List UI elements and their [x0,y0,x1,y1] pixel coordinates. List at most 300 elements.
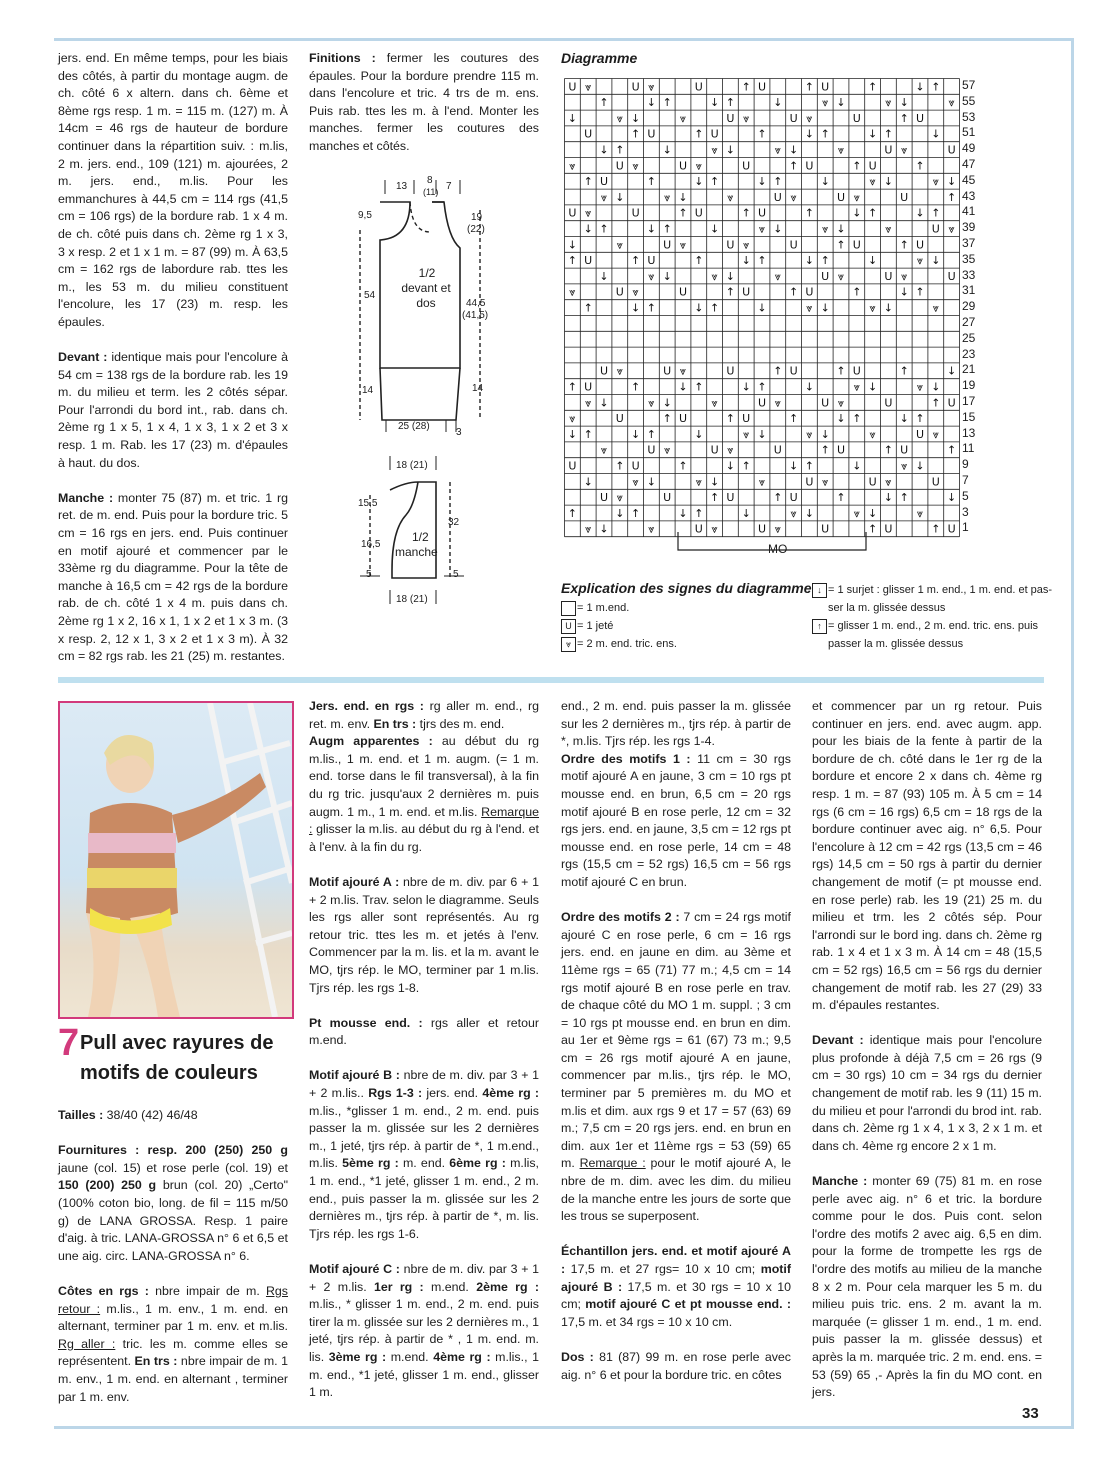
chart-symbol: ↓ [820,175,830,189]
chart-symbol: U [805,159,814,173]
chart-symbol: ⩔ [743,427,750,441]
chart-symbol: ↑ [662,222,672,236]
text-motif-c-2: m.end. [423,1279,477,1294]
chart-symbol: U [599,175,609,189]
text-tailles: 38/40 (42) 46/48 [103,1108,198,1122]
sleeve-dim-bottom: 18 (21) [396,594,428,605]
row-number: 49 [962,141,976,156]
chart-symbol: U [647,127,656,141]
text-fournitures-2: brun (col. 20) „Certo" (100% coton bio, long. de fil = 115 m/50 g) de LANA GROSSA. Resp. 1 paire d'aig. à tric. LANA-GROSSA n° 6 et 6,5 et une aig. circ. LANA-GROSSA n° 6. [58,1178,288,1263]
dim-41-5: (41,5) [462,310,489,321]
chart-symbol: U [773,190,782,204]
row-number: 17 [962,394,976,408]
paragraph-devant-2 [812,1032,1042,1155]
chart-symbol: U [631,206,640,220]
chart-symbol: ⩔ [806,301,813,315]
paragraph-jersey [309,698,539,733]
chart-symbol: ↑ [630,380,641,394]
chart-symbol: ↑ [662,96,672,110]
chart-symbol: ↓ [946,364,957,378]
chart-symbol: ↓ [852,206,862,220]
chart-symbol: ⩔ [711,143,718,157]
chart-symbol: U [805,475,814,489]
chart-symbol: ⩔ [711,522,718,536]
label-echantillon: Échantillon jers. end. et motif ajouré A : [561,1244,791,1276]
chart-symbol: ↓ [741,506,751,520]
text-echantillon-3: 17,5 m. et 34 rgs = 10 x 10 cm. [561,1314,733,1329]
chart-symbol: ↓ [694,427,704,441]
chart-symbol: ⩔ [585,206,592,220]
dim-14-left: 14 [362,385,374,396]
chart-symbol: ⩔ [774,396,781,410]
chart-symbol: ↓ [678,190,688,204]
row-number: 1 [962,520,969,535]
bold-motif-c-1: 1er rg : [373,1279,424,1294]
sleeve-dim-5-left: 5 [366,569,372,580]
bold-motif-b-3: 5ème rg : [342,1156,399,1171]
text-motif-c-3: m.lis., * glisser 1 m. end., 2 m. end. puis tirer la m. glissée sur les 2 dernières m., 1 jeté, tjrs rép. à partir de * , 1 m. end. m. lis. [309,1297,539,1364]
paragraph-devant [58,349,288,472]
chart-symbol: ⩔ [695,475,702,489]
chart-symbol: ⩔ [869,301,876,315]
chart-symbol: ↑ [836,364,846,378]
row-number: 43 [962,188,976,203]
chart-symbol: ↓ [630,427,641,441]
chart-symbol: ↓ [725,143,736,157]
sleeve-dim-16-5: 16,5 [361,539,381,550]
chart-symbol: U [584,380,593,394]
text-fournitures-1: jaune (col. 15) et rose perle (col. 19) et [58,1160,288,1175]
chart-symbol: ⩔ [648,269,655,283]
chart-symbol: ↓ [662,269,672,283]
chart-symbol: ↓ [899,96,909,110]
chart-symbol: ↓ [615,190,625,204]
chart-symbol: ↑ [773,175,783,189]
chart-symbol: ⩔ [774,143,781,157]
chart-symbol: U [915,427,925,441]
chart-symbol: ↑ [630,127,641,141]
chart-symbol: U [915,238,925,252]
chart-symbol: U [663,491,672,505]
chart-symbol: ↑ [883,127,894,141]
chart-symbol: U [678,159,688,173]
chart-symbol: U [631,459,640,473]
label-jersey: Jers. end. en rgs : [309,699,424,713]
chart-symbol: U [868,475,877,489]
chart-symbol: U [742,285,751,299]
paragraph-ordre-2 [561,909,791,1226]
chart-symbol: U [726,491,735,505]
chart-symbol: U [821,80,830,94]
chart-symbol: U [789,491,798,505]
chart-symbol: ⩔ [885,96,892,110]
paragraph-dos-cont: et commencer par un rg retour. Puis continuer en jers. end. avec augm. app. pour les biais de la fente à partir de la bordure de ch. côté dans le 1er rg de la bordure et encore 2 x dans ch. 4ème rg resp. 1 m. = 87 (93) 105 m. À 5 cm = 14 rgs (6 cm = 16 rgs) 6,5 cm = 18 rgs de la bordure continuer avec aig. n° 6,5. Pour l'encolure à 12 cm = 42 rgs (13,5 cm = 46 rgs) 14,5 cm = 50 rgs à partir du dernier changement de motif (= pt mousse end. en rose perle) rab. les 19 (21) 25 m. du milieu et trm. les 2 côtés sép. Pour l'arrondi sur le bord ing. dans ch. 2ème rg rab. 1 x 4 et 1 x 3 m. À 14 cm = 48 (15,5 cm = 52 rgs) 16,5 cm = 56 rgs du dernier changement de motif rab. les 27 (29) 33 m. d'épaules restantes. [812,699,1042,1013]
dim-9-5: 9,5 [358,210,372,221]
chart-symbol: ⩔ [585,80,592,94]
empty-square-icon [561,601,576,616]
chart-symbol: ↓ [883,491,894,505]
row-number: 53 [962,109,976,124]
chart-symbol: ⩔ [837,269,845,283]
chart-symbol: ↓ [741,254,751,268]
chart-symbol: ↓ [867,506,878,520]
chart-symbol: ⩔ [616,491,623,505]
dim-3: 3 [456,427,462,438]
chart-symbol: ↑ [709,175,720,189]
bold-motif-b-1: Rgs 1-3 : [368,1086,423,1101]
paragraph-ordre-1 [561,751,791,892]
paragraph-tailles [58,1107,288,1125]
dim-22: (22) [467,224,485,235]
label-augm: Augm apparentes : [309,734,433,749]
row-number: 55 [962,93,976,108]
section-divider [58,677,1044,683]
chart-symbol: ↓ [662,143,672,157]
text-ordre-2-2: pour le motif ajouré A, le nbre de m. dim. avec les dim. du milieu de la manche entre les jours de sorte que les trous se superposent. [561,1156,791,1224]
chart-symbol: ⩔ [901,143,908,157]
row-number: 3 [962,504,969,519]
chart-symbol: ⩔ [616,364,623,378]
chart-symbol: ⩔ [932,427,939,441]
chart-symbol: ↑ [678,459,688,473]
chart-symbol: ↑ [804,206,815,220]
chart-symbol: U [789,111,798,125]
chart-symbol: U [931,475,940,489]
chart-symbol: ↑ [709,301,720,315]
chart-symbol: U [710,443,719,457]
chart-symbol: U [615,412,624,426]
chart-symbol: ⩔ [916,254,924,268]
chart-symbol: ↑ [899,364,909,378]
pattern-title-line-2: motifs de couleurs [80,1062,258,1084]
knitting-chart [564,78,961,538]
chart-symbol: U [836,190,846,204]
paragraph-dos-continued: jers. end. En même temps, pour les biais des côtés, à partir du montage augm. de ch. côté 6 x altern. dans ch. 6ème et 8ème rgs resp. 1 m. = 115 m. (127) m. À 14cm = 46 rgs de hauteur de bordure continuer dans la répartition suiv. : m.lis, 2 m. jers. end., 109 (121) m. ajourées, 2 m. jers. end., m.lis. Pour les emmanchures à 44,5 cm = 114 rgs (41,5 cm = 106 rgs) de la bordure rab. 1 x 4 m. de ch. côté puis dans ch. 2ème rg 1 x 3, 3 x resp. 2 et 1 x 1 m. = 87 (99) m. À 63,5 cm = 162 rgs de labordure rab. ttes les m., les 53 m. du milieu constituent l'encolure, les 17 (23) m. resp. les épaules. [58,51,288,329]
chart-symbol: ↓ [946,175,957,189]
dim-7: 7 [446,181,452,192]
label-mousse: Pt mousse end. : [309,1015,423,1030]
underline-remarque-2: Remarque : [579,1156,646,1171]
chart-symbol: ↑ [615,459,625,473]
chart-symbol: U [836,443,846,457]
text-motif-b-4: m. end. [398,1156,450,1171]
chart-symbol: U [931,222,940,236]
label-manche-2: Manche : [812,1174,868,1189]
chart-symbol: ↓ [899,285,909,299]
chart-symbol: U [710,127,719,141]
chart-symbol: ↑ [630,254,641,268]
chart-symbol: ⩔ [569,159,576,173]
chart-symbol: U [884,269,893,283]
chart-symbol: U [947,269,956,283]
chart-symbol: U [584,254,593,268]
row-number: 5 [962,488,969,503]
chart-symbol: ↑ [583,427,593,441]
chart-symbol: ↓ [583,475,593,489]
chart-symbol: ⩔ [727,190,734,204]
legend-item-ssk-cont: ser la m. glissée dessus [828,602,946,614]
row-number: 19 [962,378,976,393]
chart-symbol: ↓ [741,380,751,394]
chart-symbol: ↓ [599,522,609,536]
chart-symbol: ↓ [852,459,862,473]
chart-symbol: ↑ [915,159,925,173]
chart-symbol: ↑ [931,206,941,220]
chart-symbol: ⩔ [648,80,655,94]
legend-right [812,581,1052,653]
chart-symbol: ⩔ [758,475,766,489]
chart-symbol: U [757,206,767,220]
chart-symbol: ↓ [804,127,815,141]
chart-symbol: U [868,159,877,173]
chart-symbol: ↓ [599,396,609,410]
down-arrow-icon: ↓ [812,583,827,598]
chart-symbol: ↓ [709,475,720,489]
chart-symbol: ⩔ [569,412,576,426]
chart-symbol: ↑ [741,459,751,473]
chart-symbol: ↓ [867,380,878,394]
text-ordre-2-1: 7 cm = 24 rgs motif ajouré C en rose perle, 6 cm = 16 rgs jers. end. en jaune en dim. au 3ème et 11ème rgs = 65 (71) 77 m.; 4,5 cm = 14 rgs motif ajouré B en rose perle en trav. de chaque côté du MO 1 m. suppl. ; 3 cm = 10 rgs pt mousse end. en brun en dim. au 1er et 9ème rgs = 61 (67) 73 m.; 9,5 cm = 26 rgs motif ajouré A en jaune, commencer par m.lis., tjrs rép. le MO, terminer par 5 premières m. du MO et m.lis et dim. aux rgs 9 et 17 = 57 (63) 69 m.; 7,5 cm = 20 rgs jers. end. en brun en dim. aux 1er et 11ème rgs = 53 (59) 65 m. [561,910,791,1171]
chart-symbol: ⩔ [679,238,687,252]
chart-symbol: ↑ [899,238,909,252]
chart-symbol: ↑ [836,238,846,252]
chart-symbol: ↓ [599,269,609,283]
chart-symbol: U [694,80,703,94]
row-number: 15 [962,409,976,424]
chart-symbol: ↑ [741,206,751,220]
chart-symbol: ↑ [646,175,657,189]
chart-symbol: ↑ [931,396,941,410]
chart-symbol: ↓ [678,380,688,394]
legend-item-k2tog: ⩔ = 2 m. end. tric. ens. [561,635,677,653]
chart-symbol: ⩔ [711,269,718,283]
chart-symbol: ↑ [630,506,641,520]
chart-symbol: U [947,396,956,410]
chart-symbol: ↓ [567,111,578,125]
chart-symbol: ↓ [646,222,657,236]
text-column-2 [309,50,539,173]
paragraph-echantillon [561,1243,791,1331]
chart-symbol: ↓ [883,301,894,315]
chart-symbol: ↑ [694,380,704,394]
chart-symbol: ↓ [931,127,941,141]
chart-symbol: ⩔ [916,380,924,394]
label-dos: Dos : [561,1349,594,1364]
text-jersey-1: rg aller m. end., rg ret. m. env. [309,699,539,731]
pattern-title-line-1: Pull avec rayures de [80,1032,274,1054]
dim-13: 13 [396,181,408,192]
label-motif-a: Motif ajouré A : [309,874,400,889]
chart-symbol: ⩔ [806,427,813,441]
paragraph-augm [309,733,539,856]
k2tog-icon: ⩔ [561,637,576,652]
pattern-title [80,1028,273,1088]
text-dos: 81 (87) 99 m. en rose perle avec aig. n° 6 et pour la bordure tric. en côtes [561,1349,791,1382]
chart-symbol: ↑ [757,127,767,141]
chart-symbol: ↑ [915,285,925,299]
chart-symbol: ⩔ [648,396,655,410]
chart-symbol: ↑ [567,506,578,520]
chart-symbol: U [789,238,798,252]
chart-symbol: ↑ [899,491,909,505]
page-frame-top [54,38,1074,41]
chart-symbol: ↓ [662,396,672,410]
chart-symbol: U [694,206,703,220]
chart-symbol: U [805,285,814,299]
chart-symbol: ⩔ [758,222,766,236]
text-column-b [309,698,539,1419]
legend-title: Explication des signes du diagramme [561,580,812,596]
dim-54: 54 [364,290,376,301]
label-tailles: Tailles : [58,1108,104,1122]
label-ordre-2: Ordre des motifs 2 : [561,910,680,925]
chart-symbol: ↑ [820,443,830,457]
legend-left [561,599,677,653]
chart-symbol: ↓ [709,96,720,110]
row-number: 27 [962,315,976,329]
chart-symbol: ↑ [804,80,815,94]
chart-symbol: ⩔ [837,396,845,410]
chart-symbol: ⩔ [679,111,687,125]
chart-symbol: ⩔ [806,111,813,125]
paragraph-manche-2 [812,1173,1042,1402]
chart-symbol: ↓ [694,301,704,315]
dim-14-right: 14 [472,383,484,394]
chart-symbol: ↑ [852,159,862,173]
paragraph-mousse [309,1015,539,1050]
label-cotes: Côtes en rgs : [58,1283,149,1298]
chart-symbol: ↑ [678,206,688,220]
chart-symbol: ⩔ [790,190,797,204]
legend-item-knit: = 1 m.end. [561,599,677,617]
chart-symbol: ↓ [725,269,736,283]
chart-symbol: ↓ [915,206,925,220]
chart-symbol: ↑ [725,96,736,110]
chart-symbol: ↑ [867,522,878,536]
chart-symbol: U [599,491,609,505]
page-frame-right [1071,38,1074,1428]
paragraph-manche [58,490,288,666]
chart-symbol: U [821,522,830,536]
chart-symbol: ↑ [867,80,878,94]
chart-symbol: U [615,159,624,173]
paragraph-cotes [58,1283,288,1406]
mo-bracket [676,532,868,552]
chart-symbol: U [900,190,909,204]
text-motif-c-5: m.lis., 1 m. end., *1 jeté, glisser 1 m. end., glisser 1 m. [309,1349,539,1400]
up-arrow-icon: ↑ [812,619,827,634]
dim-25-28: 25 (28) [398,421,430,432]
chart-symbol: ⩔ [679,364,687,378]
chart-symbol: U [821,269,830,283]
underline-rgs-retour: Rgs retour : [58,1283,289,1316]
chart-symbol: U [568,459,577,473]
chart-symbol: ⩔ [869,427,876,441]
chart-symbol: ↓ [788,143,799,157]
chart-symbol: ↑ [725,412,736,426]
chart-symbol: ↑ [867,206,878,220]
chart-symbol: ↑ [852,285,862,299]
chart-symbol: ↑ [836,491,846,505]
chart-symbol: U [947,522,956,536]
paragraph-motif-c [309,1261,539,1402]
chart-symbol: ⩔ [885,222,892,236]
paragraph-dos [561,1349,791,1384]
chart-symbol: ↓ [615,506,625,520]
row-number: 11 [962,441,975,456]
label-motif-b: Motif ajouré B : [309,1068,400,1083]
text-cotes-4: nbre impair de m. 1 m. env., 1 m. end. en alternant , terminer par 1 m. env. [58,1354,289,1404]
chart-symbol: ⩔ [948,96,955,110]
row-number: 21 [962,362,976,377]
chart-symbol: U [884,396,893,410]
chart-symbol: U [631,80,640,94]
chart-symbol: ↑ [788,285,799,299]
page-number: 33 [1022,1405,1039,1422]
chart-symbol: ⩔ [664,190,671,204]
chart-symbol: ⩔ [885,475,892,489]
chart-symbol: ↓ [804,506,815,520]
legend-item-ssk: ↓ = 1 surjet : glisser 1 m. end., 1 m. end. et pas- [812,581,1052,599]
bold-motif-c-3: 3ème rg : [328,1349,387,1364]
page-frame-bottom [54,1426,1074,1429]
chart-symbol: ⩔ [932,301,939,315]
chart-symbol: U [821,396,830,410]
text-column-a [58,1107,288,1424]
chart-symbol: U [757,80,767,94]
model-photo [58,701,294,1019]
chart-symbol: ⩔ [869,175,876,189]
sleeve-dim-15-5: 15,5 [358,498,378,509]
chart-symbol: ⩔ [616,111,623,125]
dim-8: 8 [427,175,433,186]
chart-symbol: ↑ [915,412,925,426]
chart-symbol: U [678,285,688,299]
chart-symbol: ↑ [583,175,593,189]
chart-symbol: U [726,111,735,125]
label-devant-2: Devant : [812,1033,864,1048]
chart-symbol: ↑ [646,427,657,441]
dim-44-5: 44,5 [466,298,486,309]
text-motif-b-2: jers. end. [422,1086,483,1101]
sleeve-label-1: 1/2 [412,530,429,544]
photo-illustration [60,703,292,1017]
chart-symbol: ↓ [915,80,925,94]
bold-jersey-en-trs: En trs : [373,716,417,731]
chart-symbol: ↑ [946,190,957,204]
chart-symbol: ↑ [646,301,657,315]
chart-symbol: U [915,111,925,125]
legend-item-yo: U = 1 jeté [561,617,677,635]
chart-symbol: ↓ [931,380,941,394]
sleeve-label-2: manche [395,545,438,559]
row-number: 45 [962,172,976,187]
chart-symbol: ↓ [773,222,783,236]
text-motif-c-1: nbre de m. div. par 3 + 1 + 2 m.lis. [309,1262,540,1294]
underline-rg-aller: Rg aller : [58,1336,116,1351]
text-cotes-3: tric. les m. comme elles se représentent. [58,1336,288,1369]
chart-symbol: ↓ [773,96,783,110]
chart-symbol: ↑ [662,412,672,426]
chart-symbol: ↓ [820,427,830,441]
chart-symbol: ⩔ [632,285,639,299]
body-label-3: dos [416,296,436,310]
chart-symbol: ↓ [694,175,704,189]
chart-symbol: U [694,522,703,536]
chart-symbol: ↓ [804,380,815,394]
row-number: 7 [962,473,969,487]
chart-symbol: ↓ [725,459,736,473]
